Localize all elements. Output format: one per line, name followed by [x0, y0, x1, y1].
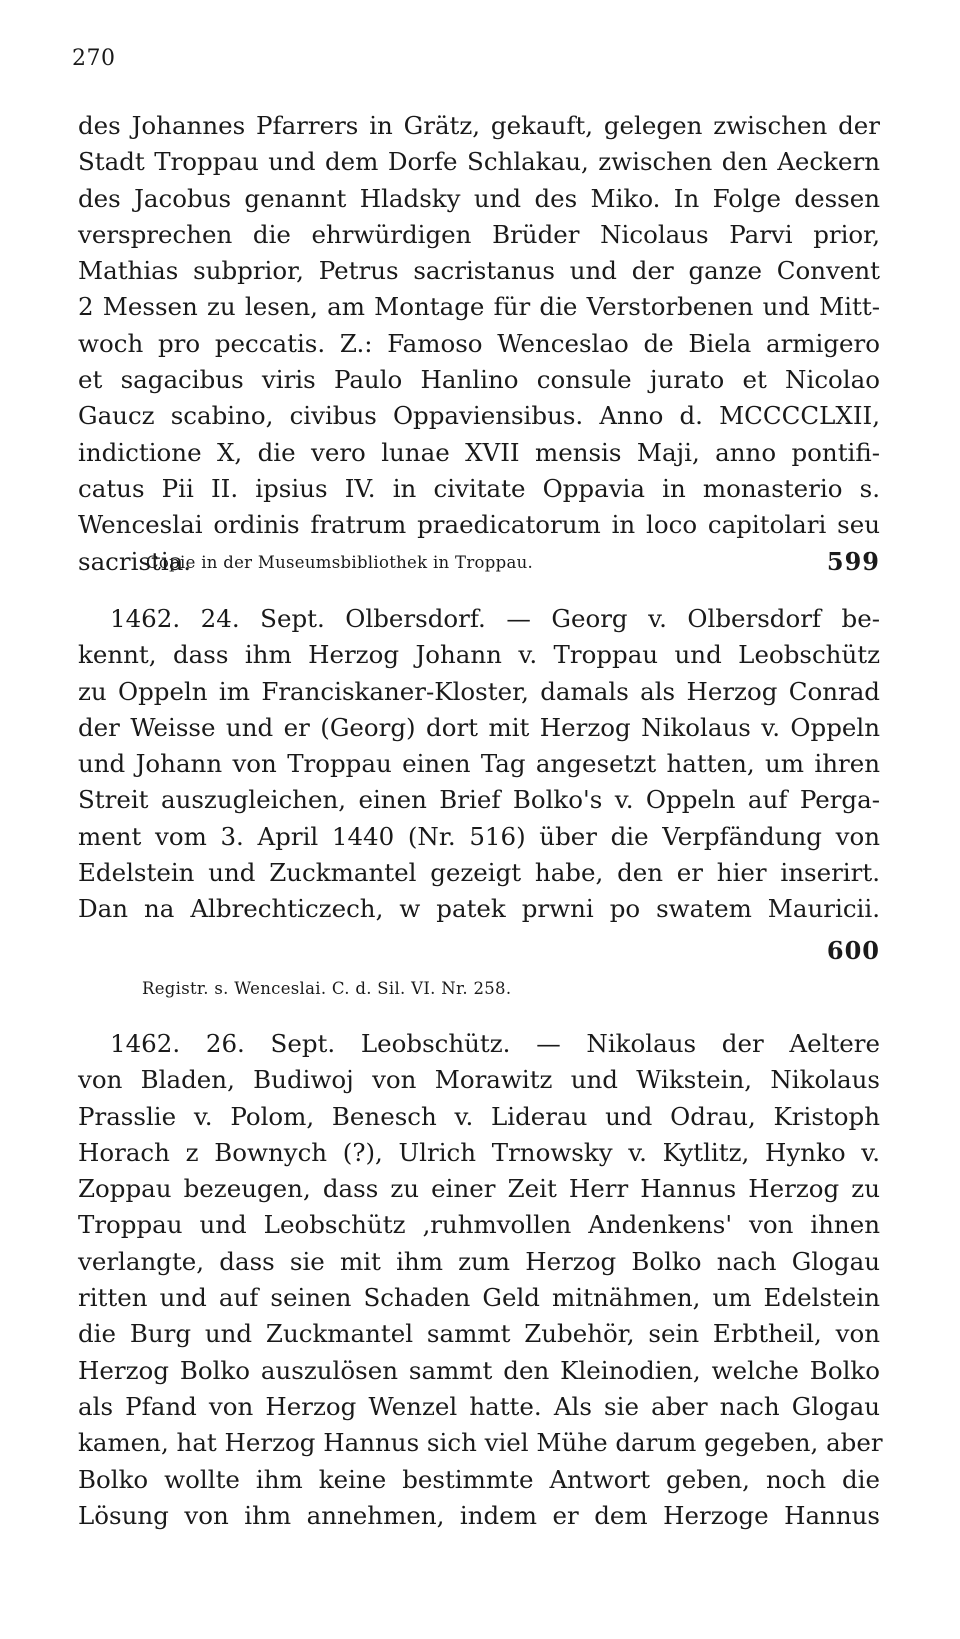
- text-line: ritten und auf seinen Schaden Geld mitnähmen, um Edelstein: [78, 1283, 880, 1313]
- text-line: 2 Messen zu lesen, am Montage für die Verstorbenen und Mitt-: [78, 292, 880, 322]
- text-line: Mathias subprior, Petrus sacristanus und der ganze Convent: [78, 256, 880, 286]
- text-line: Streit auszugleichen, einen Brief Bolko's v. Oppeln auf Perga-: [78, 785, 880, 815]
- text-line: die Burg und Zuckmantel sammt Zubehör, sein Erbtheil, von: [78, 1319, 880, 1349]
- text-line: catus Pii II. ipsius IV. in civitate Oppavia in monasterio s.: [78, 473, 880, 503]
- source-note: Copie in der Museumsbibliothek in Troppau.: [146, 553, 534, 572]
- text-line: des Jacobus genannt Hladsky und des Miko. In Folge dessen: [78, 183, 880, 213]
- source-note: Registr. s. Wenceslai. C. d. Sil. VI. Nr. 258.: [142, 979, 512, 998]
- text-line: Dan na Albrechticzech, w patek prwni po swatem Mauricii.: [78, 894, 880, 924]
- text-line: indictione X, die vero lunae XVII mensis Maji, anno pontifi-: [78, 437, 880, 467]
- text-line: 1462. 26. Sept. Leobschütz. — Nikolaus der Aeltere: [110, 1029, 880, 1058]
- text-line: Zoppau bezeugen, dass zu einer Zeit Herr Hannus Herzog zu: [78, 1174, 880, 1204]
- text-line: Troppau und Leobschütz ‚ruhmvollen Andenkens' von ihnen: [78, 1210, 880, 1240]
- text-line: 1462. 24. Sept. Olbersdorf. — Georg v. Olbersdorf be-: [110, 604, 880, 633]
- text-line: zu Oppeln im Franciskaner-Kloster, damals als Herzog Conrad: [78, 676, 880, 706]
- entry-600-text: [78, 601, 880, 928]
- text-line: Wenceslai ordinis fratrum praedicatorum in loco capitolari seu: [78, 510, 880, 540]
- document-number: 599: [826, 546, 880, 576]
- text-line: woch pro peccatis. Z.: Famoso Wenceslao de Biela armigero: [78, 328, 880, 358]
- text-line: von Bladen, Budiwoj von Morawitz und Wikstein, Nikolaus: [78, 1065, 880, 1095]
- text-line: kamen, hat Herzog Hannus sich viel Mühe darum gegeben, aber: [78, 1428, 883, 1458]
- text-line: der Weisse und er (Georg) dort mit Herzog Nikolaus v. Oppeln: [78, 712, 880, 742]
- text-line: versprechen die ehrwürdigen Brüder Nicolaus Parvi prior,: [78, 219, 880, 249]
- text-line: und Johann von Troppau einen Tag angesetzt hatten, um ihren: [78, 749, 880, 779]
- text-line: verlangte, dass sie mit ihm zum Herzog Bolko nach Glogau: [78, 1246, 880, 1276]
- document-number: 600: [826, 936, 880, 965]
- text-line: ment vom 3. April 1440 (Nr. 516) über die Verpfändung von: [78, 821, 880, 851]
- text-line: kennt, dass ihm Herzog Johann v. Troppau und Leobschütz: [78, 640, 880, 670]
- text-line: Horach z Bownych (?), Ulrich Trnowsky v. Kytlitz, Hynko v.: [78, 1137, 880, 1167]
- entry-601-text: [78, 1026, 883, 1534]
- text-line: Bolko wollte ihm keine bestimmte Antwort geben, noch die: [78, 1464, 880, 1494]
- text-line-final: sacristia.: [78, 546, 192, 576]
- entry-599-text: [78, 108, 880, 580]
- text-line: Gaucz scabino, civibus Oppaviensibus. Anno d. MCCCCLXII,: [78, 401, 880, 431]
- page-number: 270: [72, 46, 116, 71]
- text-line: als Pfand von Herzog Wenzel hatte. Als sie aber nach Glogau: [78, 1391, 880, 1421]
- text-line: Prasslie v. Polom, Benesch v. Liderau und Odrau, Kristoph: [78, 1101, 880, 1131]
- text-line: Edelstein und Zuckmantel gezeigt habe, den er hier inserirt.: [78, 858, 880, 888]
- text-line: des Johannes Pfarrers in Grätz, gekauft, gelegen zwischen der: [78, 111, 880, 140]
- text-line: Lösung von ihm annehmen, indem er dem Herzoge Hannus: [78, 1500, 880, 1530]
- text-line: Herzog Bolko auszulösen sammt den Kleinodien, welche Bolko: [78, 1355, 880, 1385]
- text-line: Stadt Troppau und dem Dorfe Schlakau, zwischen den Aeckern: [78, 147, 880, 177]
- text-line: et sagacibus viris Paulo Hanlino consule jurato et Nicolao: [78, 365, 880, 395]
